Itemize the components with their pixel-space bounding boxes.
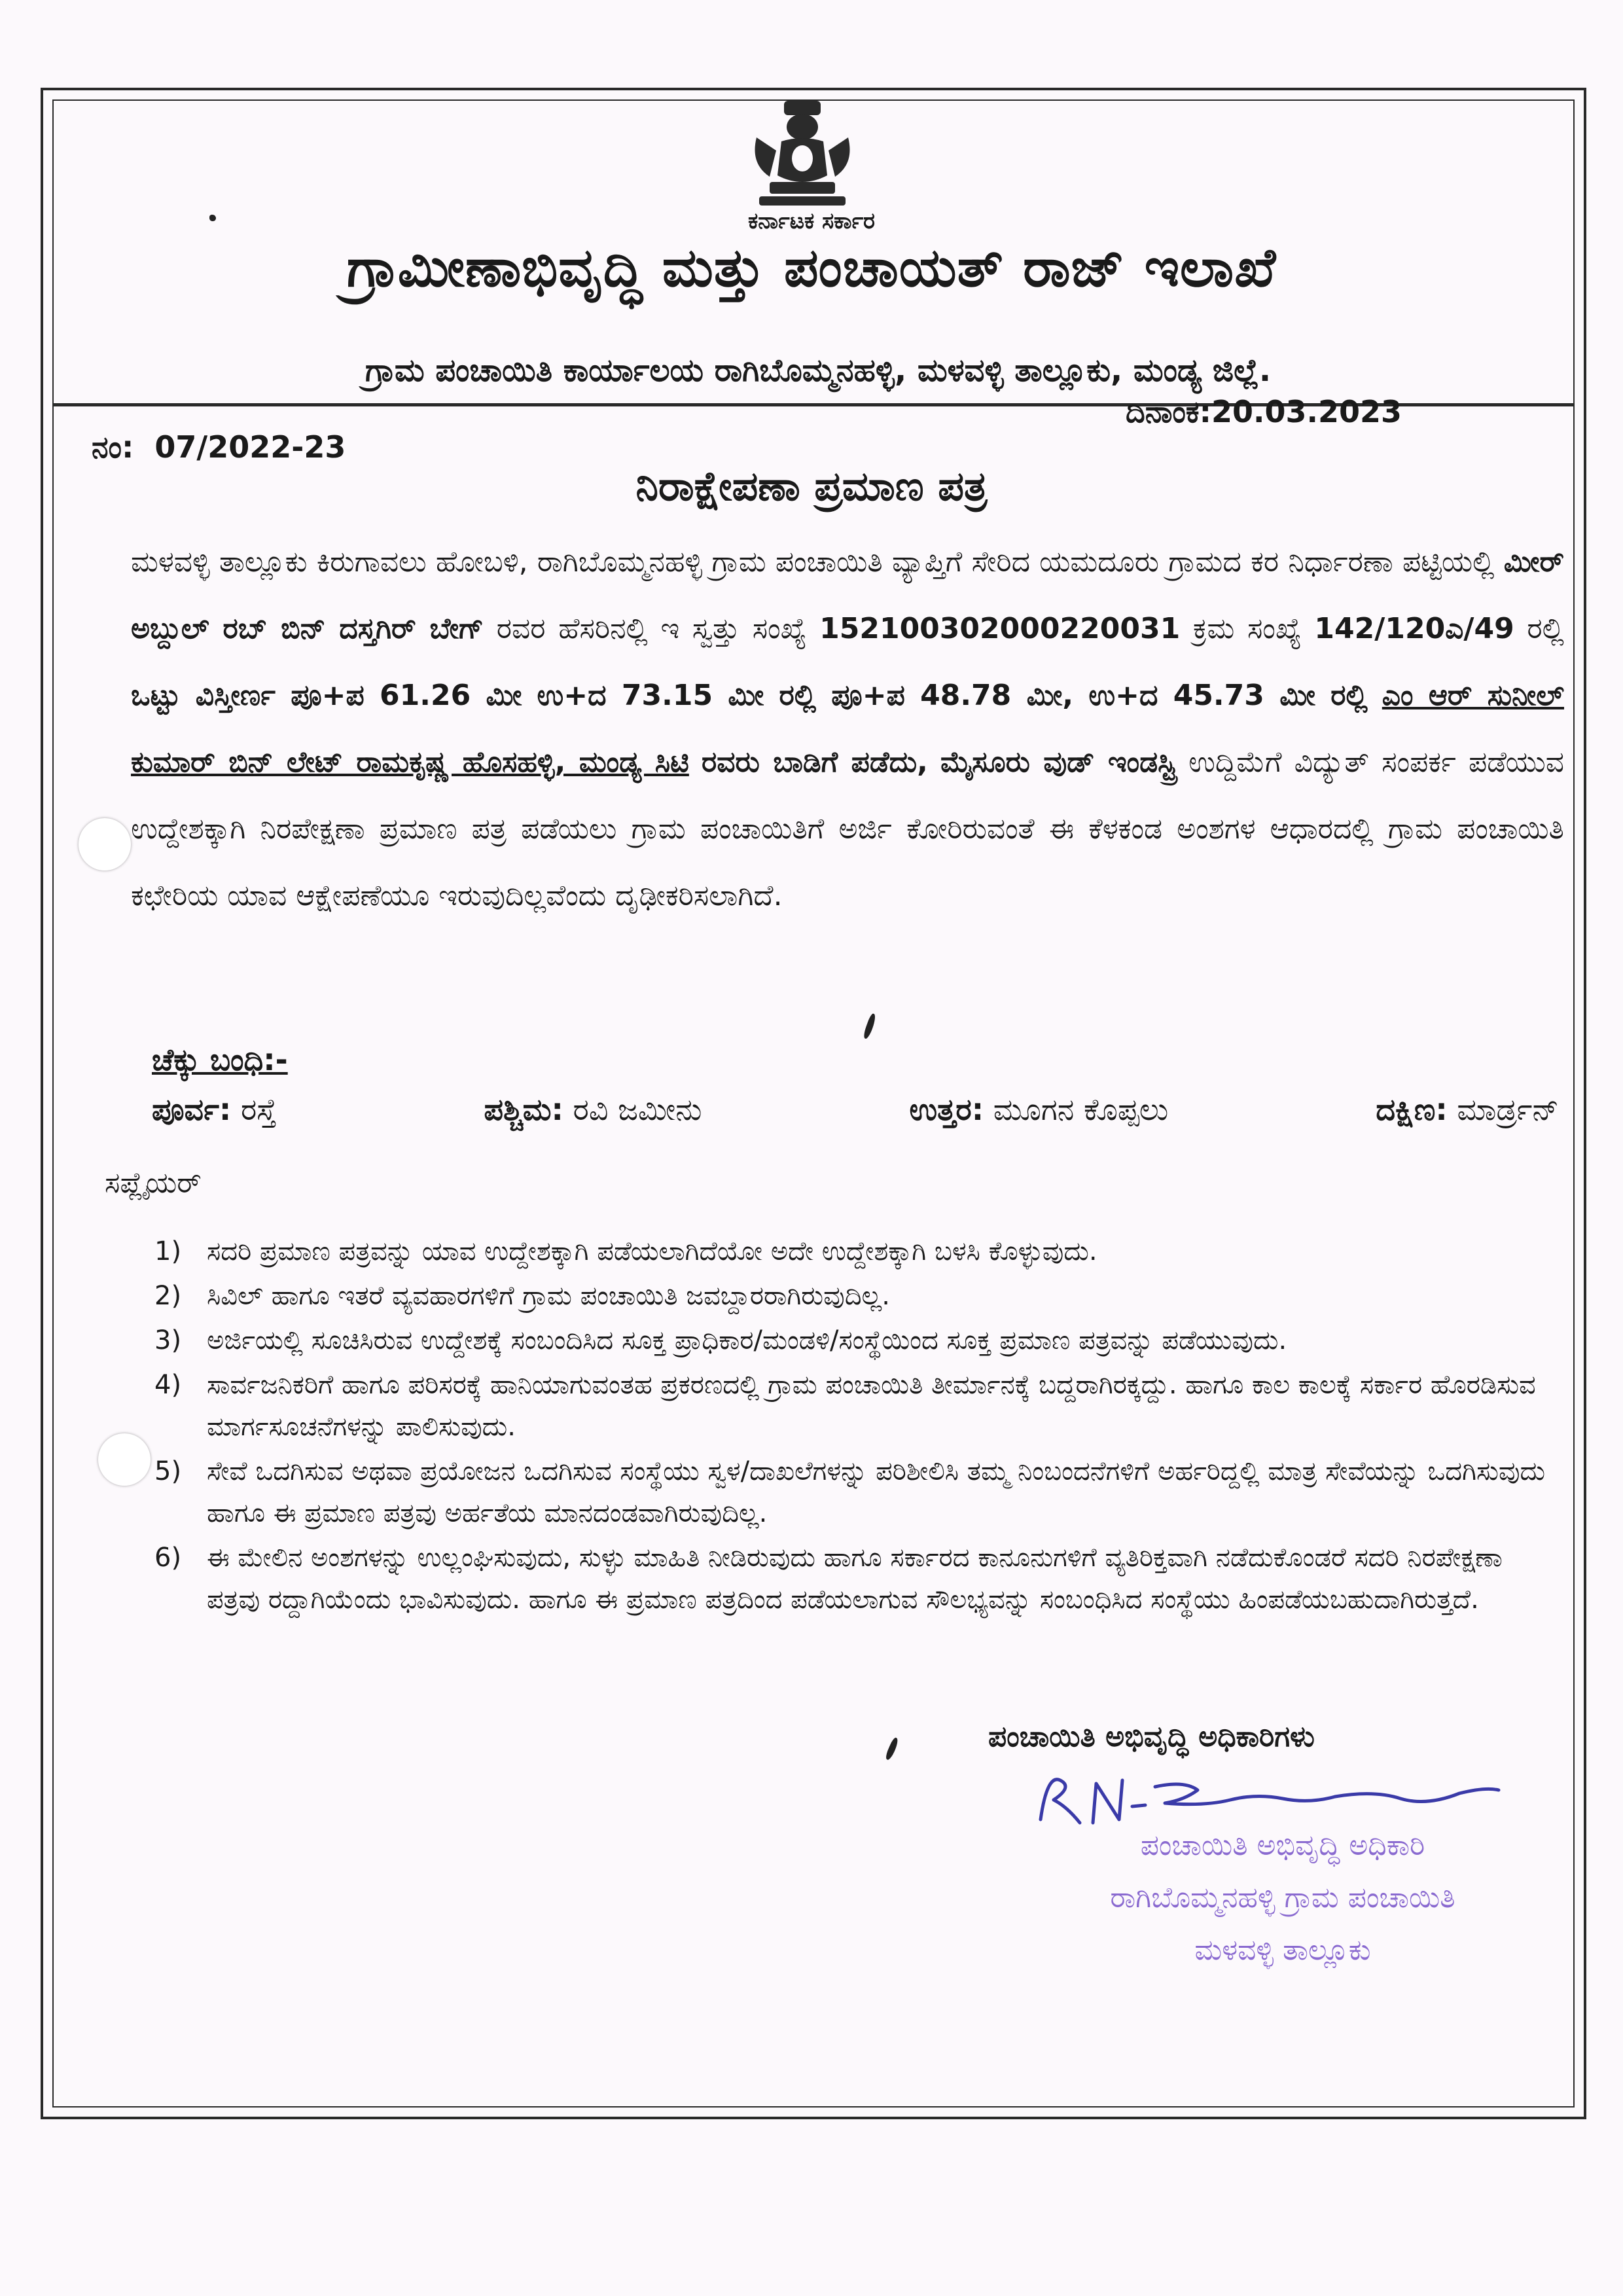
certificate-title: ನಿರಾಕ್ಷೇಪಣಾ ಪ್ರಮಾಣ ಪತ್ರ	[635, 462, 988, 510]
condition-text: ಸಿವಿಲ್ ಹಾಗೂ ಇತರೆ ವ್ಯವಹಾರಗಳಿಗೆ ಗ್ರಾಮ ಪಂಚಾಯಿತಿ ಜವಬ್ದಾರರಾಗಿರುವುದಿಲ್ಲ.	[207, 1281, 890, 1311]
office-address: ಗ್ರಾಮ ಪಂಚಾಯಿತಿ ಕಾರ್ಯಾಲಯ ರಾಗಿಬೊಮ್ಮನಹಳ್ಳಿ, ಮಳವಳ್ಳಿ ತಾಲ್ಲೂಕು, ಮಂಡ್ಯ ಜಿಲ್ಲೆ.	[365, 352, 1272, 389]
department-name: ಗ್ರಾಮೀಣಾಭಿವೃದ್ಧಿ ಮತ್ತು ಪಂಚಾಯತ್ ರಾಜ್ ಇಲಾಖೆ	[346, 237, 1277, 299]
lessee-name: ಎಂ ಆರ್ ಸುನೀಲ್ ಕುಮಾರ್ ಬಿನ್ ಲೇಟ್ ರಾಮಕೃಷ್ಣ ಹೊಸಹಳ್ಳಿ, ಮಂಡ್ಯ ಸಿಟಿ	[131, 679, 1565, 779]
punch-hole	[79, 818, 131, 870]
body-text-5: ರವರು ಬಾಡಿಗೆ ಪಡೆದು,	[702, 745, 928, 779]
condition-number: 4)	[154, 1370, 182, 1400]
boundary-north	[910, 1092, 1169, 1128]
condition-text: ಸೇವೆ ಒದಗಿಸುವ ಅಥವಾ ಪ್ರಯೋಜನ ಒದಗಿಸುವ ಸಂಸ್ಥೆಯು ಸ್ವಳ/ದಾಖಲೆಗಳನ್ನು ಪರಿಶೀಲಿಸಿ ತಮ್ಮ ನಿಂಬಂದನೆಗಳಿಗೆ ಅರ್ಹರಿದ್ದಲ್ಲಿ ಮಾತ್ರ ಸೇವೆಯನ್ನು ಒದಗಿಸುವುದು ಹಾಗೂ ಈ ಪ್ರಮಾಣ ಪತ್ರವು ಅರ್ಹತೆಯ ಮಾನದಂಡವಾಗಿರುವುದಿಲ್ಲ.	[207, 1456, 1546, 1528]
north-label: ಉತ್ತರ:	[909, 1092, 984, 1127]
condition-item	[154, 1364, 1561, 1448]
north-value: ಮೂಗನ ಕೊಪ್ಪಲು	[993, 1092, 1169, 1127]
condition-number: 3)	[154, 1325, 182, 1355]
west-value: ರವಿ ಜಮೀನು	[573, 1092, 702, 1127]
east-label: ಪೂರ್ವ:	[152, 1092, 232, 1127]
condition-item	[154, 1230, 1561, 1272]
date-line	[1126, 394, 1402, 431]
body-text-4: ರಲ್ಲಿ	[1527, 612, 1564, 645]
west-label: ಪಶ್ಚಿಮ:	[484, 1092, 563, 1127]
karnataka-emblem-icon	[743, 98, 861, 209]
area-details: ಒಟ್ಟು ವಿಸ್ತೀರ್ಣ ಪೂ+ಪ 61.26 ಮೀ ಉ+ದ 73.15 ಮೀ ರಲ್ಲಿ ಪೂ+ಪ 48.78 ಮೀ, ಉ+ದ 45.73 ಮೀ ರಲ್ಲಿ	[131, 679, 1368, 712]
condition-item	[154, 1537, 1561, 1621]
condition-number: 2)	[154, 1281, 182, 1311]
ref-value: 07/2022-23	[154, 429, 346, 465]
stamp-line-taluk: ಮಳವಳ್ಳಿ ತಾಲ್ಲೂಕು	[1194, 1933, 1371, 1967]
east-value: ರಸ್ತೆ	[240, 1092, 277, 1127]
body-text-3: ಕ್ರಮ ಸಂಖ್ಯೆ	[1192, 612, 1302, 645]
condition-text: ಸಾರ್ವಜನಿಕರಿಗೆ ಹಾಗೂ ಪರಿಸರಕ್ಕೆ ಹಾನಿಯಾಗುವಂತಹ ಪ್ರಕರಣದಲ್ಲಿ ಗ್ರಾಮ ಪಂಚಾಯಿತಿ ತೀರ್ಮಾನಕ್ಕೆ ಬದ್ದರಾಗಿರಕ್ಕದ್ದು. ಹಾಗೂ ಕಾಲ ಕಾಲಕ್ಕೆ ಸರ್ಕಾರ ಹೊರಡಿಸುವ ಮಾರ್ಗಸೂಚನೆಗಳನ್ನು ಪಾಲಿಸುವುದು.	[207, 1370, 1536, 1442]
ref-label: ನಂ:	[92, 429, 134, 465]
boundary-south-continued: ಸಪ್ಲೈಯರ್	[105, 1166, 202, 1200]
owner-name: ಮೀರ್ ಅಬ್ದುಲ್ ರಬ್ ಬಿನ್ ದಸ್ತಗಿರ್ ಬೇಗ್	[131, 545, 1564, 645]
condition-text: ಅರ್ಜಿಯಲ್ಲಿ ಸೂಚಿಸಿರುವ ಉದ್ದೇಶಕ್ಕೆ ಸಂಬಂದಿಸಿದ ಸೂಕ್ತ ಪ್ರಾಧಿಕಾರ/ಮಂಡಳಿ/ಸಂಸ್ಥೆಯಿಂದ ಸೂಕ್ತ ಪ್ರಮಾಣ ಪತ್ರವನ್ನು ಪಡೆಯುವುದು.	[207, 1325, 1287, 1355]
boundary-east	[152, 1092, 276, 1128]
condition-text: ಈ ಮೇಲಿನ ಅಂಶಗಳನ್ನು ಉಲ್ಲಂಘಿಸುವುದು, ಸುಳ್ಳು ಮಾಹಿತಿ ನೀಡಿರುವುದು ಹಾಗೂ ಸರ್ಕಾರದ ಕಾನೂನುಗಳಿಗೆ ವ್ಯತಿರಿಕ್ತವಾಗಿ ನಡೆದುಕೊಂಡರೆ ಸದರಿ ನಿರಪೇಕ್ಷಣಾ ಪತ್ರವು ರದ್ದಾಗಿಯೆಂದು ಭಾವಿಸುವುದು. ಹಾಗೂ ಈ ಪ್ರಮಾಣ ಪತ್ರದಿಂದ ಪಡೆಯಲಾಗುವ ಸೌಲಭ್ಯವನ್ನು ಸಂಬಂಧಿಸಿದ ಸಂಸ್ಥೆಯು ಹಿಂಪಡೆಯಬಹುದಾಗಿರುತ್ತದೆ.	[207, 1543, 1503, 1615]
condition-number: 6)	[154, 1543, 182, 1573]
condition-item	[154, 1319, 1561, 1361]
body-text-1: ಮಳವಳ್ಳಿ ತಾಲ್ಲೂಕು ಕಿರುಗಾವಲು ಹೋಬಳಿ, ರಾಗಿಬೊಮ್ಮನಹಳ್ಳಿ ಗ್ರಾಮ ಪಂಚಾಯಿತಿ ವ್ಯಾಪ್ತಿಗೆ ಸೇರಿದ ಯಮದೂರು ಗ್ರಾಮದ ಕರ ನಿರ್ಧಾರಣಾ ಪಟ್ಟಿಯಲ್ಲಿ	[131, 545, 1495, 579]
boundary-south	[1376, 1092, 1559, 1128]
punch-hole	[98, 1433, 151, 1486]
boundary-west	[484, 1092, 702, 1128]
ink-speck	[209, 215, 216, 221]
government-name: ಕರ್ನಾಟಕ ಸರ್ಕಾರ	[747, 208, 876, 234]
body-text-2: ರವರ ಹೆಸರಿನಲ್ಲಿ ಇ ಸ್ವತ್ತು ಸಂಖ್ಯೆ	[496, 612, 807, 645]
date-label: ದಿನಾಂಕ:	[1126, 394, 1212, 429]
stamp-line-panchayat: ರಾಗಿಬೊಮ್ಮನಹಳ್ಳಿ ಗ್ರಾಮ ಪಂಚಾಯಿತಿ	[1110, 1881, 1455, 1914]
condition-number: 1)	[154, 1236, 182, 1266]
condition-item	[154, 1275, 1561, 1317]
industry-name: ಮೈಸೂರು ವುಡ್ ಇಂಡಸ್ಟ್ರಿ	[940, 745, 1176, 779]
condition-item	[154, 1450, 1561, 1534]
stamp-line-title: ಪಂಚಾಯಿತಿ ಅಭಿವೃದ್ಧಿ ಅಧಿಕಾರಿ	[1140, 1829, 1425, 1862]
official-stamp	[1021, 1820, 1544, 1977]
property-number: 152100302000220031	[819, 612, 1181, 645]
condition-text: ಸದರಿ ಪ್ರಮಾಣ ಪತ್ರವನ್ನು ಯಾವ ಉದ್ದೇಶಕ್ಕಾಗಿ ಪಡೆಯಲಾಗಿದೆಯೋ ಅದೇ ಉದ್ದೇಶಕ್ಕಾಗಿ ಬಳಸಿ ಕೊಳ್ಳುವುದು.	[207, 1236, 1097, 1266]
serial-number: 142/120ಎ/49	[1314, 612, 1514, 645]
south-value: ಮಾರ್ಡ್ರನ್	[1457, 1092, 1559, 1127]
signatory-title: ಪಂಚಾಯಿತಿ ಅಭಿವೃದ್ಧಿ ಅಧಿಕಾರಿಗಳು	[988, 1720, 1315, 1753]
body-text-6: ಉದ್ದಿಮೆಗೆ ವಿದ್ಯುತ್ ಸಂಪರ್ಕ ಪಡೆಯುವ ಉದ್ದೇಶಕ್ಕಾಗಿ ನಿರಪೇಕ್ಷಣಾ ಪ್ರಮಾಣ ಪತ್ರ ಪಡೆಯಲು ಗ್ರಾಮ ಪಂಚಾಯಿತಿಗೆ ಅರ್ಜಿ ಕೋರಿರುವಂತೆ ಈ ಕೆಳಕಂಡ ಅಂಶಗಳ ಆಧಾರದಲ್ಲಿ ಗ್ರಾಮ ಪಂಚಾಯಿತಿ ಕಛೇರಿಯ ಯಾವ ಆಕ್ಷೇಪಣೆಯೂ ಇರುವುದಿಲ್ಲವೆಂದು ದೃಢೀಕರಿಸಲಾಗಿದೆ.	[131, 745, 1564, 912]
date-value: 20.03.2023	[1211, 394, 1402, 429]
conditions-list	[154, 1230, 1561, 1623]
south-label: ದಕ್ಷಿಣ:	[1376, 1092, 1448, 1127]
boundaries-title: ಚೆಕ್ಕು ಬಂಧಿ:-	[152, 1042, 288, 1077]
certificate-body	[131, 529, 1564, 929]
boundaries-row	[152, 1092, 1559, 1128]
reference-number	[92, 429, 346, 466]
condition-number: 5)	[154, 1456, 182, 1486]
